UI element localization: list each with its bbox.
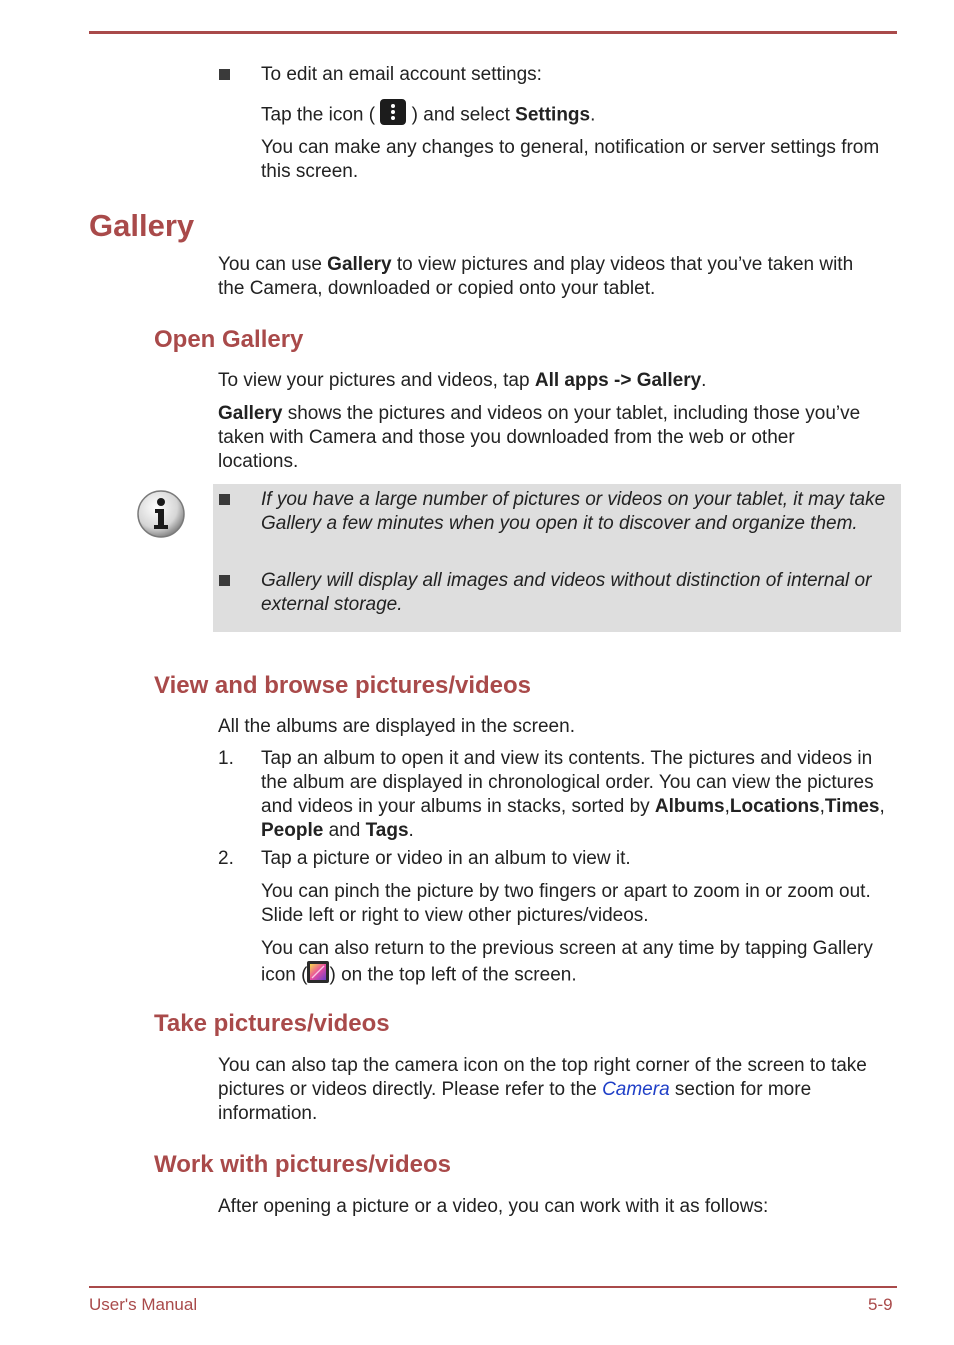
work-paragraph: After opening a picture or a video, you can work with it as follows: [218,1196,769,1217]
period: . [590,104,596,126]
menu-icon [380,99,406,132]
return-pre: You can also return to the previous screen at any time by tapping Gallery icon ( [261,938,873,986]
open-p2-post: shows the pictures and videos on your tablet, including those you’ve taken with Camera and those you downloaded from the web or other locations. [218,403,861,472]
period: . [701,370,707,391]
tap-post-text: ) and select [411,104,510,126]
section-heading-view-browse: View and browse pictures/videos [154,672,532,699]
bullet-marker [219,69,230,80]
all-apps-path: All apps -> Gallery [534,370,702,391]
section-heading-open-gallery: Open Gallery [154,326,304,353]
settings-label: Settings [515,104,591,126]
take-pre: You can also tap the camera icon on the top right corner of the screen to take pictures or videos directly. Please refer to the [218,1055,867,1100]
step-number: 2. [218,848,234,869]
info-icon [136,489,186,546]
bullet-marker [219,494,230,505]
take-paragraph [218,1054,888,1126]
sort-and: and [328,820,361,841]
step-1-body: Tap an album to open it and view its contents. The pictures and videos in the album are displayed in chronological order. You can view the pictures and videos in your albums in stacks, sorted by [261,748,874,817]
step-number: 1. [218,748,234,769]
gallery-intro-pre: You can use [218,254,322,275]
sort-albums: Albums [654,796,725,817]
tap-instruction [261,99,595,132]
camera-link[interactable]: Camera [602,1079,670,1100]
note-item-2: Gallery will display all images and videos without distinction of internal or external storage. [261,570,872,615]
page-title: Gallery [89,208,195,243]
bullet-marker [219,575,230,586]
step-1-text: Tap an album to open it and view its contents. The pictures and videos in the album are displayed in chronological order. You can view the pictures and videos in your albums in stacks, sorted by Albums,Locations,Times, People and Tags. [261,748,885,841]
gallery-bold: Gallery [327,254,392,275]
top-rule [89,31,897,34]
bottom-rule [89,1286,897,1288]
open-gallery-p1 [218,369,706,393]
sort-tags: Tags [365,820,409,841]
page-number: 5-9 [868,1295,893,1314]
sort-times: Times [824,796,880,817]
take-post: section for more information. [218,1079,812,1124]
bullet-text: To edit an email account settings: [261,64,542,85]
sort-locations: Locations [729,796,820,817]
gallery-icon [307,961,329,990]
step-2-text: Tap a picture or video in an album to view it. [261,848,631,869]
pinch-paragraph: You can pinch the picture by two fingers or apart to zoom in or zoom out. Slide left or right to view other pictures/videos. [261,881,871,926]
sort-people: People [261,820,324,841]
view-intro: All the albums are displayed in the screen. [218,716,575,737]
footer-title: User's Manual [89,1295,198,1314]
section-heading-work: Work with pictures/videos [154,1151,451,1178]
gallery-bold: Gallery [218,403,283,424]
section-heading-take: Take pictures/videos [154,1010,390,1037]
changes-paragraph: You can make any changes to general, notification or server settings from this screen. [261,137,880,182]
return-paragraph [261,937,891,990]
gallery-intro-post: to view pictures and play videos that you’ve taken with the Camera, downloaded or copied onto your tablet. [218,254,854,299]
gallery-intro [218,253,878,301]
note-item-1: If you have a large number of pictures or videos on your tablet, it may take Gallery a few minutes when you open it to discover and organize them. [261,489,886,534]
return-post: ) on the top left of the screen. [329,964,577,986]
open-gallery-p2 [218,402,878,474]
tap-pre-text: Tap the icon ( [261,104,376,126]
open-p1-pre: To view your pictures and videos, tap [218,370,530,391]
